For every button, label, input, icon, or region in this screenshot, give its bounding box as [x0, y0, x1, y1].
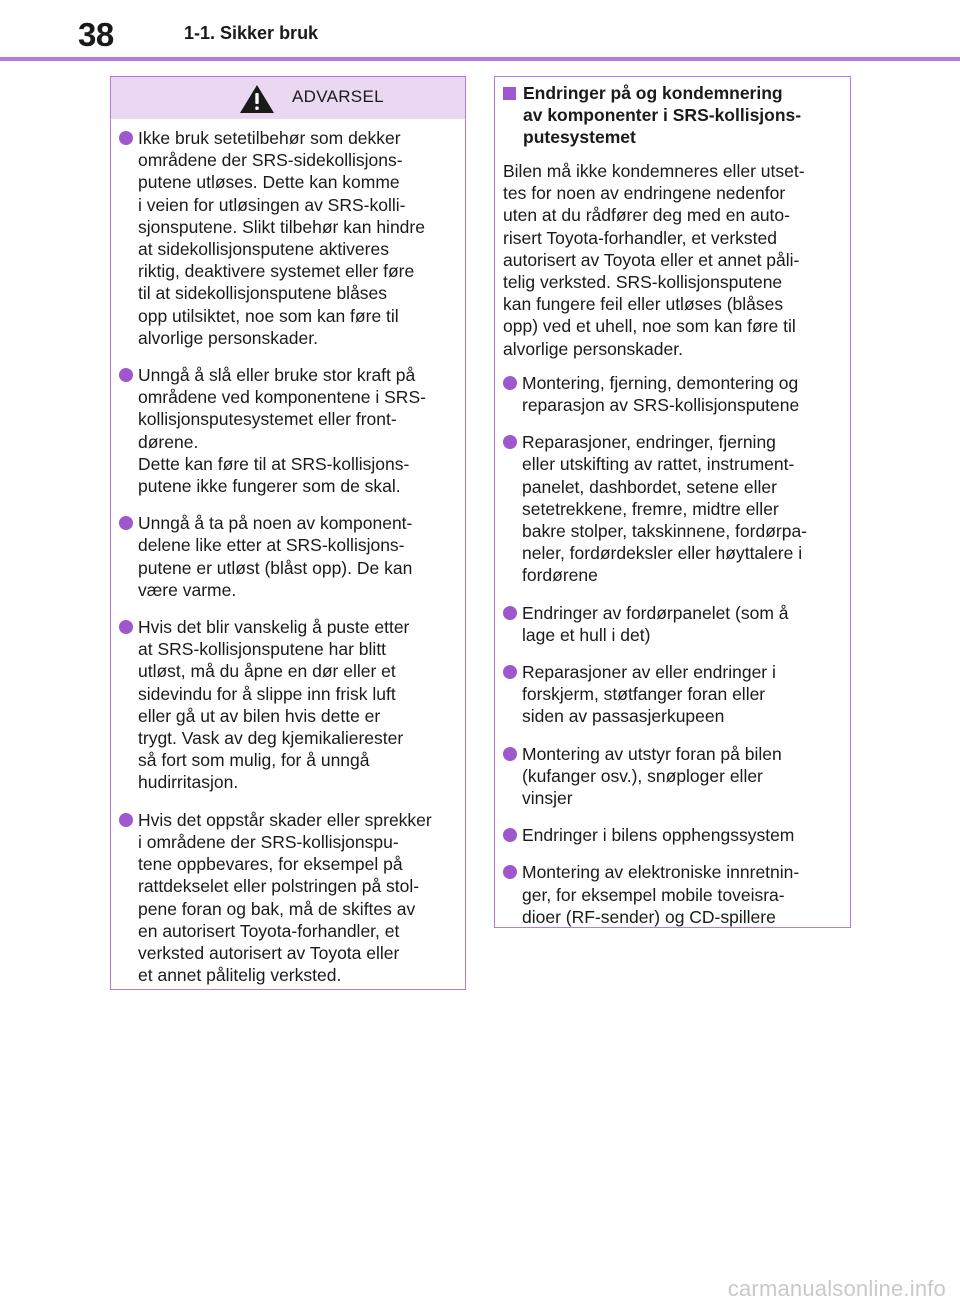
info-item — [503, 372, 840, 416]
warning-item-text: Unngå å ta på noen av komponent- delene like etter at SRS-kollisjons- putene er utløst (blåst opp). De kan være varme. — [138, 513, 413, 600]
warning-item — [119, 127, 453, 349]
warning-item — [119, 616, 453, 794]
info-item-text: Endringer av fordørpanelet (som å lage et hull i det) — [522, 602, 789, 645]
info-item-text: Reparasjoner, endringer, fjerning eller utskifting av rattet, instrument- panelet, dashbordet, setene eller setetrekkene, fremre, midtre eller bakre stolper, takskinnene, fordørpa- neler, fordørdeksler eller høyttalere i fordørene — [522, 432, 808, 586]
warning-item-text: Hvis det oppstår skader eller sprekker i områdene der SRS-kollisjonspu- tene oppbevares, for eksempel på rattdekselet eller polstringen på stol- pene foran og bak, må de skiftes av en autorisert Toyota-forhandler, et verksted autorisert av Toyota eller et annet pålitelig verksted. — [138, 809, 432, 986]
warning-item — [119, 364, 453, 497]
header-divider — [0, 57, 960, 61]
bullet-dot-icon — [119, 620, 133, 634]
bullet-dot-icon — [503, 376, 517, 390]
page-number: 38 — [78, 16, 114, 53]
bullet-dot-icon — [503, 865, 517, 879]
warning-header — [111, 77, 465, 119]
footer-watermark: carmanualsonline.info — [727, 1276, 946, 1301]
info-item — [503, 824, 840, 846]
info-paragraph: Bilen må ikke kondemneres eller utset- tes for noen av endringene nedenfor uten at du rådfører deg med en auto- risert Toyota-forhandler, et verksted autorisert av Toyota eller et annet påli- telig verksted. SRS-kollisjonsputene kan fungere feil eller utløses (blåses opp) ved et uhell, noe som kan føre til alvorlige personskader. — [503, 161, 805, 359]
section-title: 1-1. Sikker bruk — [184, 23, 319, 43]
bullet-dot-icon — [119, 516, 133, 530]
warning-box — [110, 76, 466, 990]
info-heading-text: Endringer på og kondemnering av komponenter i SRS-kollisjons- putesystemet — [523, 83, 802, 147]
bullet-dot-icon — [119, 131, 133, 145]
bullet-dot-icon — [503, 747, 517, 761]
info-item — [503, 431, 840, 586]
warning-triangle-icon — [239, 84, 275, 114]
warning-item — [119, 512, 453, 601]
page-header — [0, 0, 960, 62]
warning-item-text: Ikke bruk setetilbehør som dekker områdene der SRS-sidekollisjons- putene utløses. Dette kan komme i veien for utløsingen av SRS-kolli- sjonsputene. Slikt tilbehør kan hindre at sidekollisjonsputene aktiveres riktig, deaktivere systemet eller føre til at sidekollisjonsputene blåses opp utilsiktet, noe som kan føre til alvorlige personskader. — [138, 128, 425, 348]
bullet-dot-icon — [503, 665, 517, 679]
square-bullet-icon — [503, 87, 516, 100]
bullet-dot-icon — [503, 435, 517, 449]
warning-item-text: Hvis det blir vanskelig å puste etter at SRS-kollisjonsputene har blitt utløst, må du åpne en dør eller et sidevindu for å slippe inn frisk luft eller gå ut av bilen hvis dette er trygt. Vask av deg kjemikalierester så fort som mulig, for å unngå hudirritasjon. — [138, 617, 410, 793]
info-item-text: Endringer i bilens opphengssystem — [522, 825, 795, 846]
info-heading — [503, 82, 840, 148]
warning-label: ADVARSEL — [292, 87, 384, 106]
info-item — [503, 661, 840, 728]
warning-item-text: Unngå å slå eller bruke stor kraft på områdene ved komponentene i SRS- kollisjonsputesystemet eller front- dørene. Dette kan føre til at SRS-kollisjons- putene ikke fungerer som de skal. — [138, 365, 426, 497]
info-item — [503, 861, 840, 928]
bullet-dot-icon — [503, 828, 517, 842]
info-item — [503, 602, 840, 646]
info-content — [495, 77, 850, 928]
bullet-dot-icon — [119, 368, 133, 382]
info-box — [494, 76, 851, 928]
info-item — [503, 743, 840, 810]
info-item-text: Reparasjoner av eller endringer i forskjerm, støtfanger foran eller siden av passasjerkupeen — [522, 662, 776, 727]
bullet-dot-icon — [503, 606, 517, 620]
info-list — [503, 372, 840, 928]
info-item-text: Montering av utstyr foran på bilen (kufanger osv.), snøploger eller vinsjer — [522, 743, 782, 809]
bullet-dot-icon — [119, 813, 133, 827]
warning-list — [111, 119, 465, 986]
info-item-text: Montering, fjerning, demontering og reparasjon av SRS-kollisjonsputene — [522, 372, 800, 416]
warning-item — [119, 809, 453, 987]
info-item-text: Montering av elektroniske innretnin- ger, for eksempel mobile toveisra- dioer (RF-sender) og CD-spillere — [522, 862, 800, 927]
